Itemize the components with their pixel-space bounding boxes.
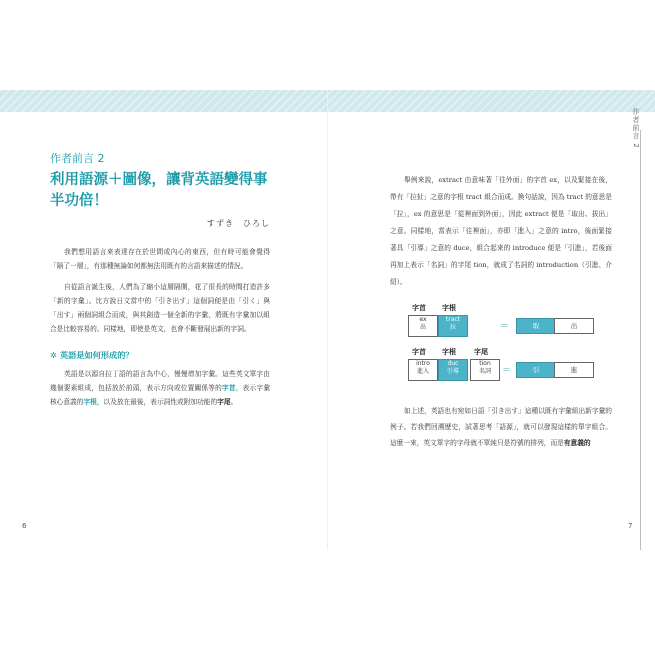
word-formation-diagram <box>390 303 612 453</box>
para3-text-g: 。 <box>230 397 238 406</box>
header-root: 字根 <box>442 304 456 312</box>
result-2: 進 <box>554 362 594 378</box>
emphasis-text: 有意義的 <box>563 439 591 447</box>
result-2: 出 <box>554 318 594 334</box>
equals-sign: ＝ <box>502 366 512 376</box>
cell-prefix-intro <box>408 359 438 381</box>
term-prefix: 字首 <box>222 383 236 392</box>
section-title: 英語是如何形成的？ <box>59 349 134 360</box>
result-1: 引 <box>516 362 556 378</box>
cell-zh: 拉 <box>449 324 456 331</box>
cell-zh: 引導 <box>446 368 459 375</box>
cell-zh: 進入 <box>416 368 429 375</box>
cell-root-tract <box>438 315 468 337</box>
header-suffix: 字尾 <box>474 348 488 356</box>
cell-en: tion <box>479 360 491 367</box>
title-line-2: 半功倍！ <box>50 193 108 209</box>
para2-text: 如上述，英語也有宛如日語「引き出す」這種以既有字彙組出新字彙的例子。若我們回溯歷史，試著思考「語源」，就可以發現這樣的單字組合。這麼一來，英文單字的字母就不單純只是符號的排列，而是 <box>390 407 612 447</box>
cell-zh: 名詞 <box>478 368 491 375</box>
side-divider <box>640 130 641 550</box>
chapter-side-tab: 作者前言 2 <box>632 108 640 149</box>
right-page <box>390 172 612 458</box>
para3-text-e: ，以及放在最後，表示詞性或附加功能的 <box>96 397 218 406</box>
paragraph-3 <box>50 367 270 409</box>
cell-en: intro <box>416 360 430 367</box>
cell-zh: 出 <box>419 324 426 331</box>
chapter-label: 作者前言 2 <box>50 152 105 165</box>
cell-prefix-ex <box>408 315 438 337</box>
term-root: 字根 <box>83 397 97 406</box>
cell-root-duc <box>438 359 468 381</box>
page-number-left: 6 <box>22 522 27 530</box>
book-spine <box>327 90 328 550</box>
cell-suffix-tion <box>470 359 500 381</box>
left-page <box>50 140 270 415</box>
section-heading <box>50 350 270 361</box>
paragraph-2: 自從語言誕生後，人們為了縮小這層隔閡，花了很長的時間打造許多「新的字彙」。比方說日文當中的「引き出す」這個詞便是由「引く」與「出す」兩個詞組合而成，與其創造一個全新的字彙，將既有字彙加以組合是比較容易的。同樣地，即使是英文，也會不斷發展出新的字詞。 <box>50 282 270 333</box>
para3-text-a: 英語是以源自拉丁語的語言為中心，慢慢增加字彙。這些英文單字由幾個要素組成，包括放於前頭，表示方向或位置關係等的 <box>50 369 270 392</box>
equals-sign: ＝ <box>500 322 510 332</box>
para3-text-c: ，表示字彙核心意義的 <box>50 383 271 406</box>
result-1: 取 <box>516 318 556 334</box>
term-suffix: 字尾 <box>217 397 231 406</box>
header-root: 字根 <box>442 348 456 356</box>
page-number-right: 7 <box>628 522 633 530</box>
cell-en: tract <box>445 316 461 323</box>
asterisk-icon: ✲ <box>50 349 57 360</box>
page-title <box>50 170 270 212</box>
author-name: すずき ひろし <box>206 219 270 228</box>
header-prefix: 字首 <box>412 304 426 312</box>
title-line-1: 利用語源＋圖像，讓背英語變得事 <box>50 172 268 188</box>
paragraph-1: 我們想用語言來表達存在於世間或內心的東西，但有時可能會覺得「隔了一層」，有那種無論如何都無法用既有的言語來描述的情況。 <box>50 248 270 270</box>
right-paragraph-1: 舉例來說，extract 由意味著「往外面」的字首 ex，以及緊接在後，帶有「拉扯」之意的字根 tract 組合而成。換句話說，因為 tract 的意思是「拉」，ex 的意思是「從裡面到外面」，因此 extract 便是「取出、拔出」之意。同樣地，當表示「往裡面」，亦即「進入」之意的 intro，後面緊接著具「引導」之意的 duce，組合起來的 introduce 便是「引進」，若後面再加上表示「名詞」的字尾 tion，就成了名詞的 introduction（引進、介紹）。 <box>390 176 612 286</box>
cell-en: duc <box>447 360 459 367</box>
cell-en: ex <box>419 316 427 323</box>
header-prefix: 字首 <box>412 348 426 356</box>
